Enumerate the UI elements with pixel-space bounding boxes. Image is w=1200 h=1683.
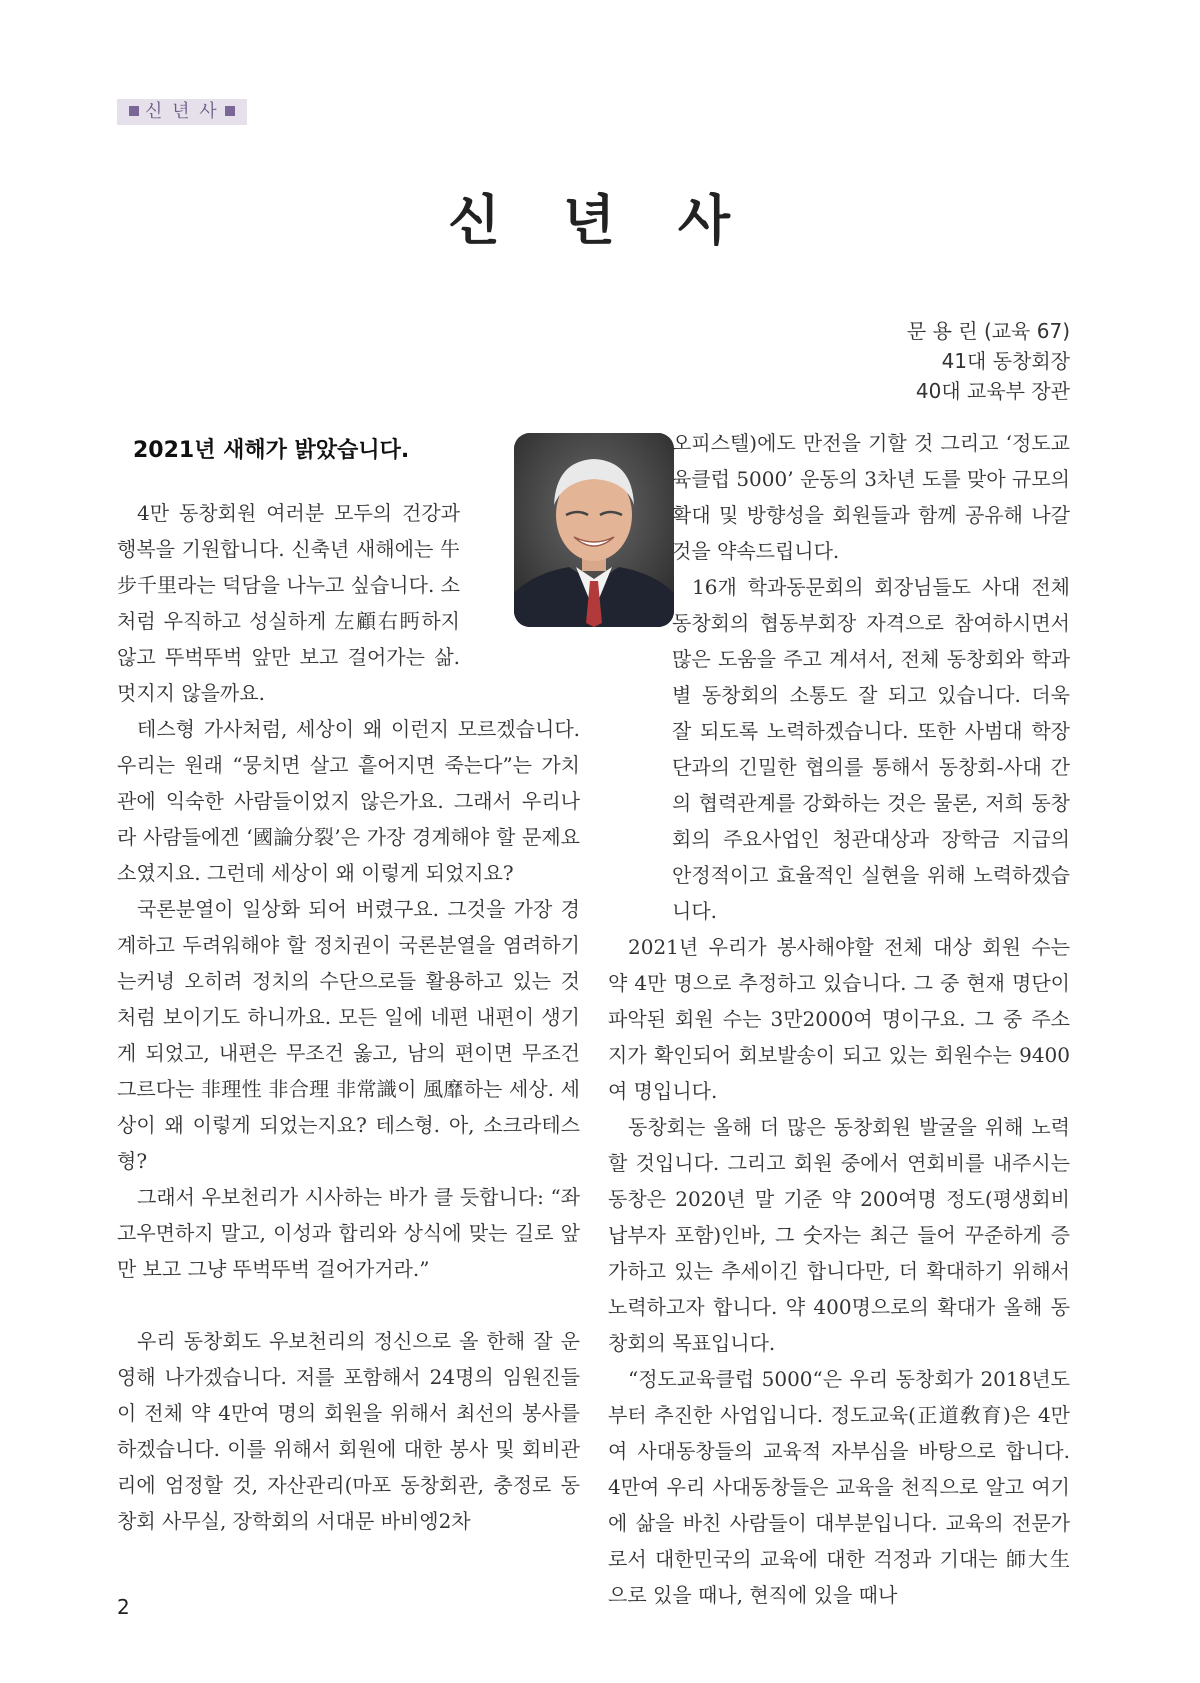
author-role-current: 41대 동창회장 (941, 349, 1070, 373)
author-name: 문 용 린 (교육 67) (906, 319, 1070, 343)
page-number: 2 (117, 1595, 130, 1619)
paragraph: 우리 동창회도 우보천리의 정신으로 올 한해 잘 운영해 나가겠습니다. 저를 포함해서 24명의 임원진들이 전체 약 4만여 명의 회원을 위해서 최선의 봉사를 하겠습니다. 이를 위해서 회원에 대한 봉사 및 회비관리에 엄정할 것, 자산관리(마포 동창회관, 충정로 동창회 사무실, 장학회의 서대문 바비엥2차 (117, 1329, 580, 1533)
article-heading: 2021년 새해가 밝았습니다. (133, 438, 410, 463)
paragraph: 동창회는 올해 더 많은 동창회원 발굴을 위해 노력할 것입니다. 그리고 회원 중에서 연회비를 내주시는 동창은 2020년 말 기준 약 200여명 정도(평생회비 납부자 포함)인바, 그 숫자는 최근 들어 꾸준하게 증가하고 있는 추세이긴 합니다만, 더 확대하기 위해서 노력하고자 합니다. 약 400명으로의 확대가 올해 동창회의 목표입니다. (608, 1115, 1070, 1355)
paragraph: 2021년 우리가 봉사해야할 전체 대상 회원 수는 약 4만 명으로 추정하고 있습니다. 그 중 현재 명단이 파악된 회원 수는 3만2000여 명이구요. 그 중 주소지가 확인되어 회보발송이 되고 있는 회원수는 9400여 명입니다. (608, 935, 1070, 1103)
section-tag (117, 99, 247, 125)
paragraph: 국론분열이 일상화 되어 버렸구요. 그것을 가장 경계하고 두려워해야 할 정치권이 국론분열을 염려하기는커녕 오히려 정치의 수단으로들 활용하고 있는 것처럼 보이기도 하니까요. 모든 일에 네편 내편이 생기게 되었고, 내편은 무조건 옳고, 남의 편이면 무조건 그르다는 非理性 非合理 非常識이 風靡하는 세상. 세상이 왜 이렇게 되었는지요? 테스형. 아, 소크라테스 형? (117, 897, 580, 1173)
page-title: 신 년 사 (447, 188, 753, 252)
paragraph: 그래서 우보천리가 시사하는 바가 클 듯합니다: “좌고우면하지 말고, 이성과 합리와 상식에 맞는 길로 앞만 보고 그냥 뚜벅뚜벅 걸어가거라.” (117, 1185, 580, 1281)
square-icon (129, 106, 139, 116)
author-role-former: 40대 교육부 장관 (915, 379, 1070, 403)
author-block (907, 316, 1070, 406)
paragraph: 테스형 가사처럼, 세상이 왜 이런지 모르겠습니다. 우리는 원래 “뭉치면 살고 흩어지면 죽는다”는 가치관에 익숙한 사람들이었지 않은가요. 그래서 우리나라 사람들에겐 ‘國論分裂’은 가장 경계해야 할 문제요소였지요. 그런데 세상이 왜 이렇게 되었지요? (117, 717, 580, 885)
square-icon (225, 106, 235, 116)
paragraph: 4만 동창회원 여러분 모두의 건강과 행복을 기원합니다. 신축년 새해에는 牛步千里라는 덕담을 나누고 싶습니다. 소처럼 우직하고 성실하게 左顧右眄하지 않고 뚜벅뚜벅 앞만 보고 걸어가는 삶. 멋지지 않을까요. (117, 501, 460, 705)
paragraph: “정도교육클럽 5000“은 우리 동창회가 2018년도부터 추진한 사업입니다. 정도교육(正道敎育)은 4만여 사대동창들의 교육적 자부심을 바탕으로 합니다. 4만여 우리 사대동창들은 교육을 천직으로 알고 여기에 삶을 바친 사람들이 대부분입니다. 교육의 전문가로서 대한민국의 교육에 대한 걱정과 기대는 師大生으로 있을 때나, 현직에 있을 때나 (608, 1367, 1070, 1607)
section-tag-label: 신 년 사 (145, 101, 219, 122)
left-column (117, 495, 580, 1539)
right-column (608, 425, 1070, 1613)
paragraph: 16개 학과동문회의 회장님들도 사대 전체 동창회의 협동부회장 자격으로 참여하시면서 많은 도움을 주고 계셔서, 전체 동창회와 학과별 동창회의 소통도 잘 되고 있습니다. 더욱 잘 되도록 노력하겠습니다. 또한 사범대 학장단과의 긴밀한 협의를 통해서 동창회-사대 간의 협력관계를 강화하는 것은 물론, 저희 동창회의 주요사업인 청관대상과 장학금 지급의 안정적이고 효율적인 실현을 위해 노력하겠습니다. (672, 575, 1070, 923)
paragraph-continuation: 오피스텔)에도 만전을 기할 것 그리고 ‘정도교육클럽 5000’ 운동의 3차년 도를 맞아 규모의 확대 및 방향성을 회원들과 함께 공유해 나갈 것을 약속드립니다. (672, 431, 1070, 563)
